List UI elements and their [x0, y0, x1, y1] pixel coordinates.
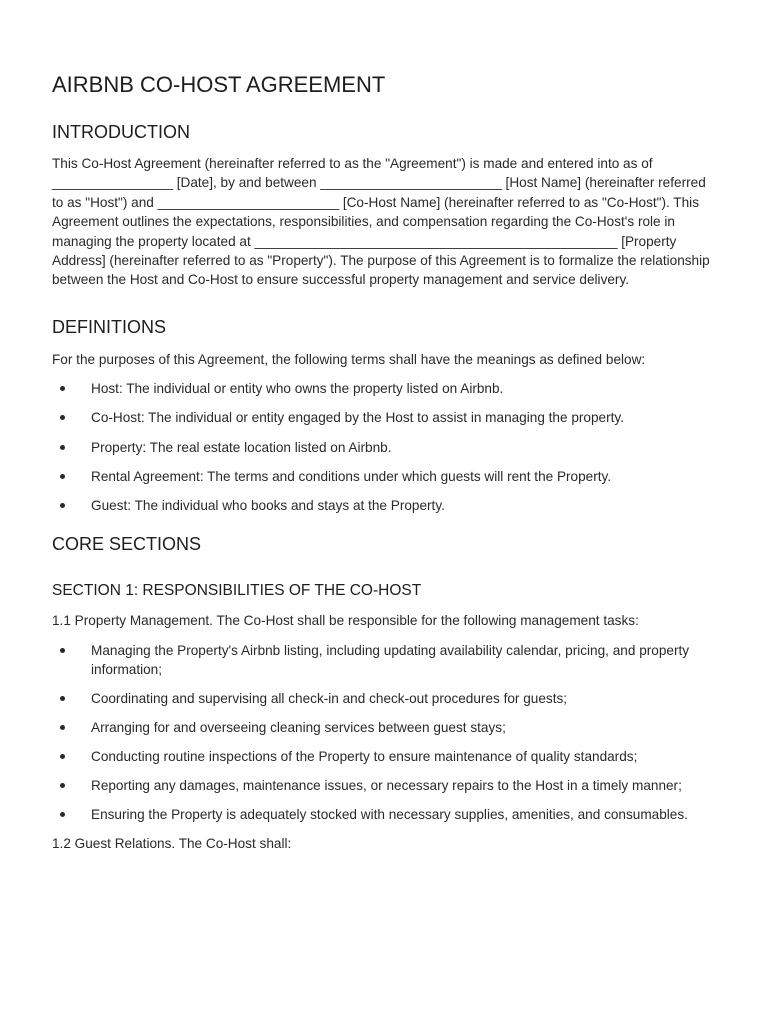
list-item	[52, 747, 718, 766]
bullet-icon	[60, 725, 65, 730]
list-item	[52, 718, 718, 737]
list-item	[52, 776, 718, 795]
bullet-icon	[60, 648, 65, 653]
introduction-paragraph: This Co-Host Agreement (hereinafter referred to as the "Agreement") is made and entered into as of ________________ [Date], by and between ________________________ [Host Name] (hereinafter referred to as "Host") and ________________________ [Co-Host Name] (hereinafter referred to as "Co-Host"). This Agreement outlines the expectations, responsibilities, and compensation regarding the Co-Host's role in managing the property located at ________________________________________________ [Property Address] (hereinafter referred to as "Property"). The purpose of this Agreement is to formalize the relationship between the Host and Co-Host to ensure successful property management and service delivery.	[52, 156, 710, 288]
list-item	[52, 408, 718, 427]
bullet-icon	[60, 445, 65, 450]
responsibilities-list	[52, 641, 718, 825]
bullet-icon	[60, 754, 65, 759]
list-item	[52, 467, 718, 486]
definitions-intro: For the purposes of this Agreement, the following terms shall have the meanings as defined below:	[52, 351, 646, 367]
section-1-heading: SECTION 1: RESPONSIBILITIES OF THE CO-HOST	[52, 582, 422, 600]
bullet-icon	[60, 696, 65, 701]
list-item	[52, 689, 718, 708]
list-item	[52, 496, 718, 515]
list-item	[52, 438, 718, 457]
definition-text: Host: The individual or entity who owns the property listed on Airbnb.	[91, 381, 504, 397]
definition-text: Guest: The individual who books and stays at the Property.	[91, 498, 445, 514]
bullet-icon	[60, 386, 65, 391]
definition-text: Co-Host: The individual or entity engaged by the Host to assist in managing the property.	[91, 410, 624, 426]
list-item	[52, 379, 718, 398]
definitions-list	[52, 379, 718, 515]
task-text: Ensuring the Property is adequately stocked with necessary supplies, amenities, and consumables.	[91, 807, 688, 823]
introduction-heading: INTRODUCTION	[52, 122, 190, 142]
task-text: Reporting any damages, maintenance issues, or necessary repairs to the Host in a timely manner;	[91, 778, 682, 794]
list-item	[52, 805, 718, 824]
core-sections-heading: CORE SECTIONS	[52, 534, 202, 555]
document-title: AIRBNB CO-HOST AGREEMENT	[52, 72, 386, 97]
bullet-icon	[60, 474, 65, 479]
bullet-icon	[60, 812, 65, 817]
guest-relations-paragraph: 1.2 Guest Relations. The Co-Host shall:	[52, 835, 292, 851]
bullet-icon	[60, 415, 65, 420]
list-item	[52, 641, 718, 680]
definition-text: Rental Agreement: The terms and conditions under which guests will rent the Property.	[91, 468, 612, 484]
task-text: Managing the Property's Airbnb listing, including updating availability calendar, pricing, and property information;	[91, 642, 690, 678]
definitions-heading: DEFINITIONS	[52, 316, 167, 337]
property-management-paragraph: 1.1 Property Management. The Co-Host shall be responsible for the following management tasks:	[52, 613, 639, 629]
task-text: Coordinating and supervising all check-in and check-out procedures for guests;	[91, 691, 568, 707]
task-text: Conducting routine inspections of the Property to ensure maintenance of quality standards;	[91, 749, 638, 765]
bullet-icon	[60, 783, 65, 788]
bullet-icon	[60, 503, 65, 508]
task-text: Arranging for and overseeing cleaning services between guest stays;	[91, 720, 506, 736]
definition-text: Property: The real estate location listed on Airbnb.	[91, 439, 392, 455]
